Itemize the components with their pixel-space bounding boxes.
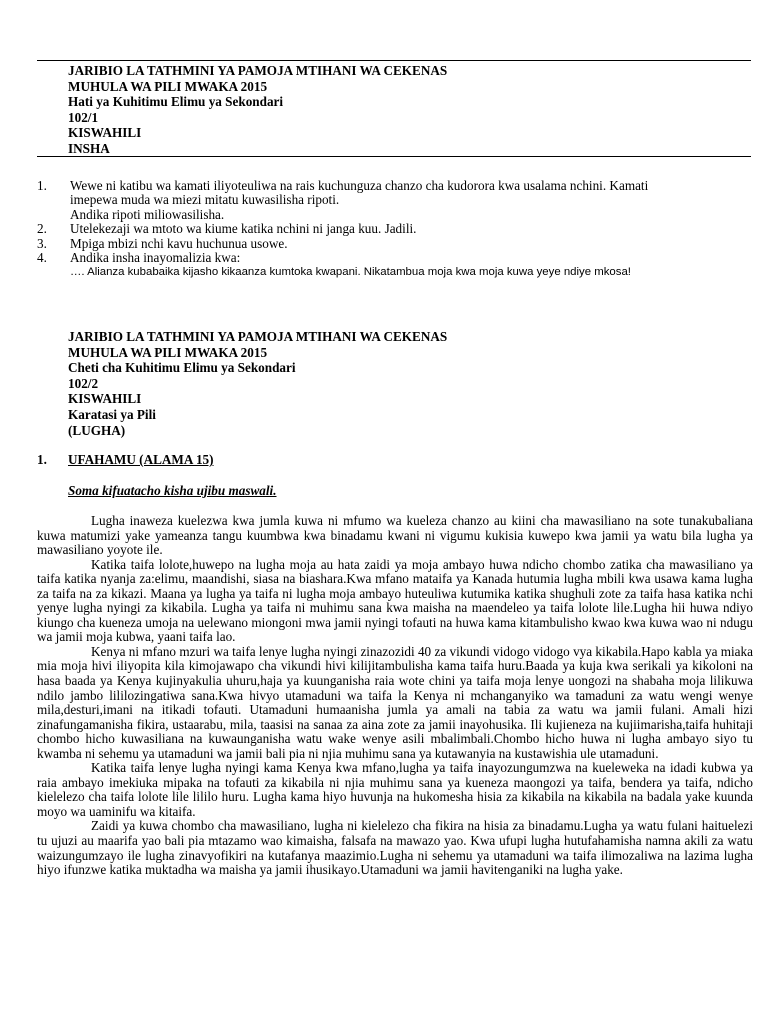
essay-questions — [37, 179, 751, 280]
question-item — [37, 237, 751, 251]
question-text: Mpiga mbizi nchi kavu huchunua usowe. — [70, 235, 288, 251]
section-number: 1. — [37, 452, 47, 467]
section-heading — [37, 452, 214, 468]
question-number: 4. — [37, 249, 47, 265]
question-text-continued: imepewa muda wa miezi mitatu kuwasilisha ripoti. — [70, 192, 340, 208]
passage-paragraph: Lugha inaweza kuelezwa kwa jumla kuwa ni mfumo wa kueleza chanzo au kiini cha mawasiliano na sote tunakubaliana kuwa matumizi yake yameanza tangu kuumbwa kwa binadamu kwani ni vigumu kukisia kuwepo kwa jamii ya watu bila lugha ya mawasiliano yoyote ile. — [37, 513, 753, 558]
question-text: Andika insha inayomalizia kwa: — [70, 249, 241, 265]
question-number: 2. — [37, 221, 47, 237]
passage-paragraph: Kenya ni mfano mzuri wa taifa lenye lugha nyingi zinazozidi 40 za vikundi vidogo vidogo vya kikabila.Hapo kabla ya miaka mia moja hivi iliyopita kila kimojawapo cha vikundi hivi kilijitambulisha kama taifa huru.Baada ya kuja kwa serikali ya kikoloni na hasa baada ya Kenya kujinyakulia uhuru,haja ya kuunganisha raia wote chini ya taifa moja lenye uongozi na shabaha moja lilikuwa ndilo jambo lililozingatiwa sana.Kwa hivyo utamaduni wa taifa la Kenya ni mchanganyiko wa tamaduni za watu wengi wenye mila,desturi,imani na itikadi tofauti. Utamaduni humaanisha jumla ya amali na tabia za watu wa jamii fulani. Amali hizi zinafungamanisha fikira, ustaarabu, mila, taasisi na sanaa za aina zote za jamii inayohusika. Ili kujieneza na kujiimarisha,taifa huhitaji chombo hicho kuwasiliana na kuwaunganisha watu wake wenye asili mbalimbali.Chombo hicho huwa ni lugha ambayo siyo tu kwamba ni sehemu ya utamaduni wa jamii bali pia ni njia muhimu sana ya kutawanyia na kustawishia ule utamaduni. — [37, 643, 753, 761]
passage-paragraph: Katika taifa lolote,huwepo na lugha moja au hata zaidi ya moja ambayo huwa ndicho chombo zatika cha mawasiliano ya taifa katika nyanja za:elimu, maandishi, siasa na biashara.Kwa mfano mataifa ya Kanada hutumia lugha mbili kwa usawa kama lugha za taifa na za kikazi. Maana ya lugha ya taifa ni lugha moja ambayo huteuliwa kutumika katika shughuli zote za taifa hasa katika nchi yenye lugha nyingi za kikabila. Lugha ya taifa ni muhimu sana kwa maisha na maendeleo ya taifa lolote lile.Lugha hii huwa ndiyo kiungo cha kueneza umoja na uelewano miongoni mwa jamii nyingi tofauti na huwa kama kitambulisho kwao kwa kuwa wao ni ndugu wa jamii moja kubwa, yaani taifa lao. — [37, 556, 753, 645]
exam1-term: MUHULA WA PILI MWAKA 2015 — [68, 78, 268, 94]
exam2-title: JARIBIO LA TATHMINI YA PAMOJA MTIHANI WA CEKENAS — [68, 329, 448, 344]
exam2-term: MUHULA WA PILI MWAKA 2015 — [68, 344, 268, 360]
exam1-certificate: Hati ya Kuhitimu Elimu ya Sekondari — [68, 94, 284, 110]
exam1-code: 102/1 — [68, 109, 99, 125]
exam1-title: JARIBIO LA TATHMINI YA PAMOJA MTIHANI WA CEKENAS — [68, 63, 448, 78]
question-quote: …. Alianza kubabaika kijasho kikaanza kumtoka kwapani. Nikatambua moja kwa moja kuwa yeye ndiye mkosa! — [70, 266, 631, 279]
question-item — [37, 179, 751, 193]
question-text-continued: Andika ripoti miliowasilisha. — [70, 206, 225, 222]
passage-paragraph: Katika taifa lenye lugha nyingi kama Kenya kwa mfano,lugha ya taifa inayozungumzwa na kueleweka na idadi kubwa ya raia ambayo imekiuka mipaka na tofauti za kikabila ni njia muhimu sana ya kueneza maongozi ya taifa, bendera ya taifa, ndicho kielelezo cha taifa lolote lile lililo huru. Lugha kama hiyo huvunja na hukomesha hisia za kikabila na kikabila na badala yake kuunda moyo wa uaminifu wa kitaifa. — [37, 760, 753, 819]
exam2-subject: KISWAHILI — [68, 391, 142, 407]
exam2-header — [68, 329, 447, 438]
comprehension-passage — [37, 514, 753, 878]
exam1-subject: KISWAHILI — [68, 125, 142, 141]
question-item — [37, 222, 751, 236]
question-text: Utelekezaji wa mtoto wa kiume katika nchini ni janga kuu. Jadili. — [70, 221, 417, 237]
passage-paragraph: Zaidi ya kuwa chombo cha mawasiliano, lugha ni kielelezo cha fikira na hisia za binadamu.Lugha ya watu fulani haituelezi tu ujuzi au maarifa yao bali pia mtazamo wao kimaisha, falsafa na mawazo yao. Kwa ufupi lugha hutufahamisha namna akili za watu waizungumzayo ile lugha zinavyofikiri na kutafanya maazimio.Lugha ni sehemu ya utamaduni wa taifa ilimozaliwa na lazima lugha hiyo ifunzwe katika muktadha wa maisha ya jamii ihusikayo.Utamaduni wa jamii havitenganiki na lugha yake. — [37, 818, 753, 878]
question-number: 3. — [37, 235, 47, 251]
section-title: UFAHAMU (ALAMA 15) — [68, 452, 214, 467]
exam1-header — [68, 63, 447, 157]
exam2-code: 102/2 — [68, 375, 99, 391]
header-rule — [37, 156, 751, 157]
question-text: Wewe ni katibu wa kamati iliyoteuliwa na rais kuchunguza chanzo cha kudorora kwa usalama nchini. Kamati — [70, 178, 649, 193]
question-item — [37, 251, 751, 265]
instruction: Soma kifuatacho kisha ujibu maswali. — [68, 483, 277, 498]
top-rule — [37, 60, 751, 61]
exam2-paper-type: (LUGHA) — [68, 422, 126, 438]
question-number: 1. — [37, 178, 47, 193]
exam2-certificate: Cheti cha Kuhitimu Elimu ya Sekondari — [68, 360, 296, 376]
exam1-paper: INSHA — [68, 140, 110, 156]
exam2-paper: Karatasi ya Pili — [68, 406, 156, 422]
